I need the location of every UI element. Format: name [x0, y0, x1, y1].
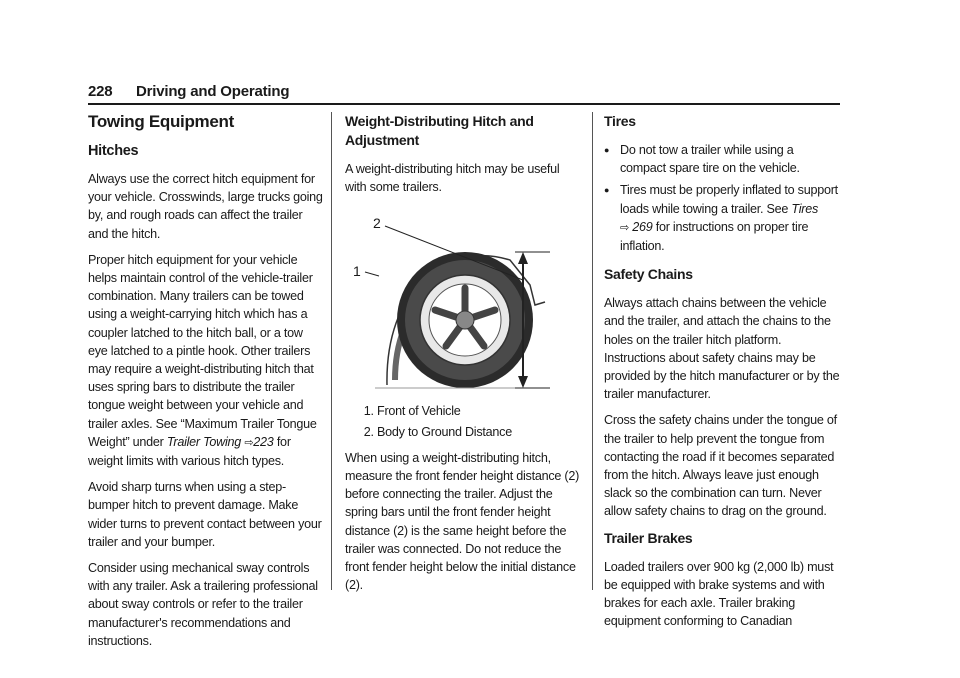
hitches-heading: Hitches	[88, 143, 139, 159]
callout-1: 1	[353, 263, 361, 280]
trailer-brakes-paragraph: Loaded trailers over 900 kg (2,000 lb) must be equipped with brake systems and with brakes for each axle. Trailer braking equipment conforming to Canadian	[604, 559, 834, 629]
trailer-towing-page-ref[interactable]: 223	[253, 434, 274, 449]
hitches-paragraph-3: Avoid sharp turns when using a step-bumper hitch to prevent damage. Make wider turns to prevent contact between your trailer and your bumper.	[88, 480, 322, 549]
bullet-2-text: Tires must be properly inflated to support loads while towing a trailer. See	[620, 183, 838, 216]
bullet-2-end: for instructions on proper tire inflation.	[620, 219, 809, 254]
wd-hitch-intro: A weight-distributing hitch may be useful with some trailers.	[345, 162, 560, 195]
hitches-paragraph-1: Always use the correct hitch equipment for your vehicle. Crosswinds, large trucks going by, and rough roads can affect the trailer and the hitch.	[88, 172, 323, 241]
list-item	[604, 181, 840, 255]
callout-2: 2	[373, 215, 381, 232]
figure-captions	[345, 402, 583, 440]
fender-height-illustration	[335, 210, 565, 390]
page-header	[88, 83, 289, 100]
column-3	[604, 112, 840, 638]
page-title: Towing Equipment	[88, 112, 234, 131]
caption-item: 1. Front of Vehicle	[377, 402, 583, 420]
hitches-paragraph-4: Consider using mechanical sway controls with any trailer. Ask a trailering professional about sway controls or refer to the trailer manufacturer's recommendations and instructions.	[88, 561, 318, 648]
page-ref-icon: ⇨	[620, 221, 629, 234]
column-divider-2	[592, 112, 593, 590]
safety-chains-paragraph-2: Cross the safety chains under the tongue of the trailer to help prevent the tongue from contacting the road if it becomes separated from the hitch. Always leave just enough slack so the combination can turn. Never allow safety chains to drag on the ground.	[604, 413, 837, 519]
tires-link[interactable]: Tires	[791, 201, 819, 216]
safety-chains-paragraph-1: Always attach chains between the vehicle and the trailer, and attach the chains to the holes on the trailer hitch platform. Instructions about safety chains may be provided by the hitch manufacturer or by the trailer manufacturer.	[604, 296, 840, 402]
tires-bullet-list	[604, 141, 840, 255]
list-item: ● Do not tow a trailer while using a compact spare tire on the vehicle.	[604, 141, 840, 177]
header-rule	[88, 103, 840, 105]
column-divider-1	[331, 112, 332, 590]
page-number: 228	[88, 83, 113, 100]
page-ref-icon: ⇨	[244, 436, 254, 449]
hitches-paragraph-2-end: for weight limits with various hitch types.	[88, 434, 291, 469]
column-1	[88, 112, 324, 658]
trailer-brakes-heading: Trailer Brakes	[604, 529, 693, 546]
hitches-paragraph-2	[88, 251, 324, 470]
hitches-paragraph-2-text: Proper hitch equipment for your vehicle helps maintain control of the vehicle-trailer combination. Many trailers can be towed using a weight-carrying hitch which has a coupler latched to the hitch ball, or a tow eye latched to a pintle hook. Other trailers may require a weight-distributing hitch that uses spring bars to distribute the trailer tongue weight between your vehicle and trailer axles. See “Maximum Trailer Tongue Weight” under	[88, 252, 317, 449]
tires-heading: Tires	[604, 113, 636, 129]
safety-chains-heading: Safety Chains	[604, 266, 693, 283]
trailer-towing-link[interactable]: Trailer Towing	[166, 434, 242, 449]
wd-hitch-paragraph: When using a weight-distributing hitch, measure the front fender height distance (2) before connecting the trailer. Adjust the spring bars until the front fender height distance (2) is the same height before the trailer was connected. Do not reduce the front fender height below the initial distance (2).	[345, 450, 580, 593]
section-title: Driving and Operating	[136, 83, 290, 100]
tires-page-ref[interactable]: 269	[632, 219, 653, 234]
caption-item: 2. Body to Ground Distance	[377, 423, 583, 441]
wd-hitch-heading: Weight-Distributing Hitch and Adjustment	[345, 113, 534, 148]
column-2	[345, 112, 583, 602]
wheel-diagram	[335, 210, 565, 390]
